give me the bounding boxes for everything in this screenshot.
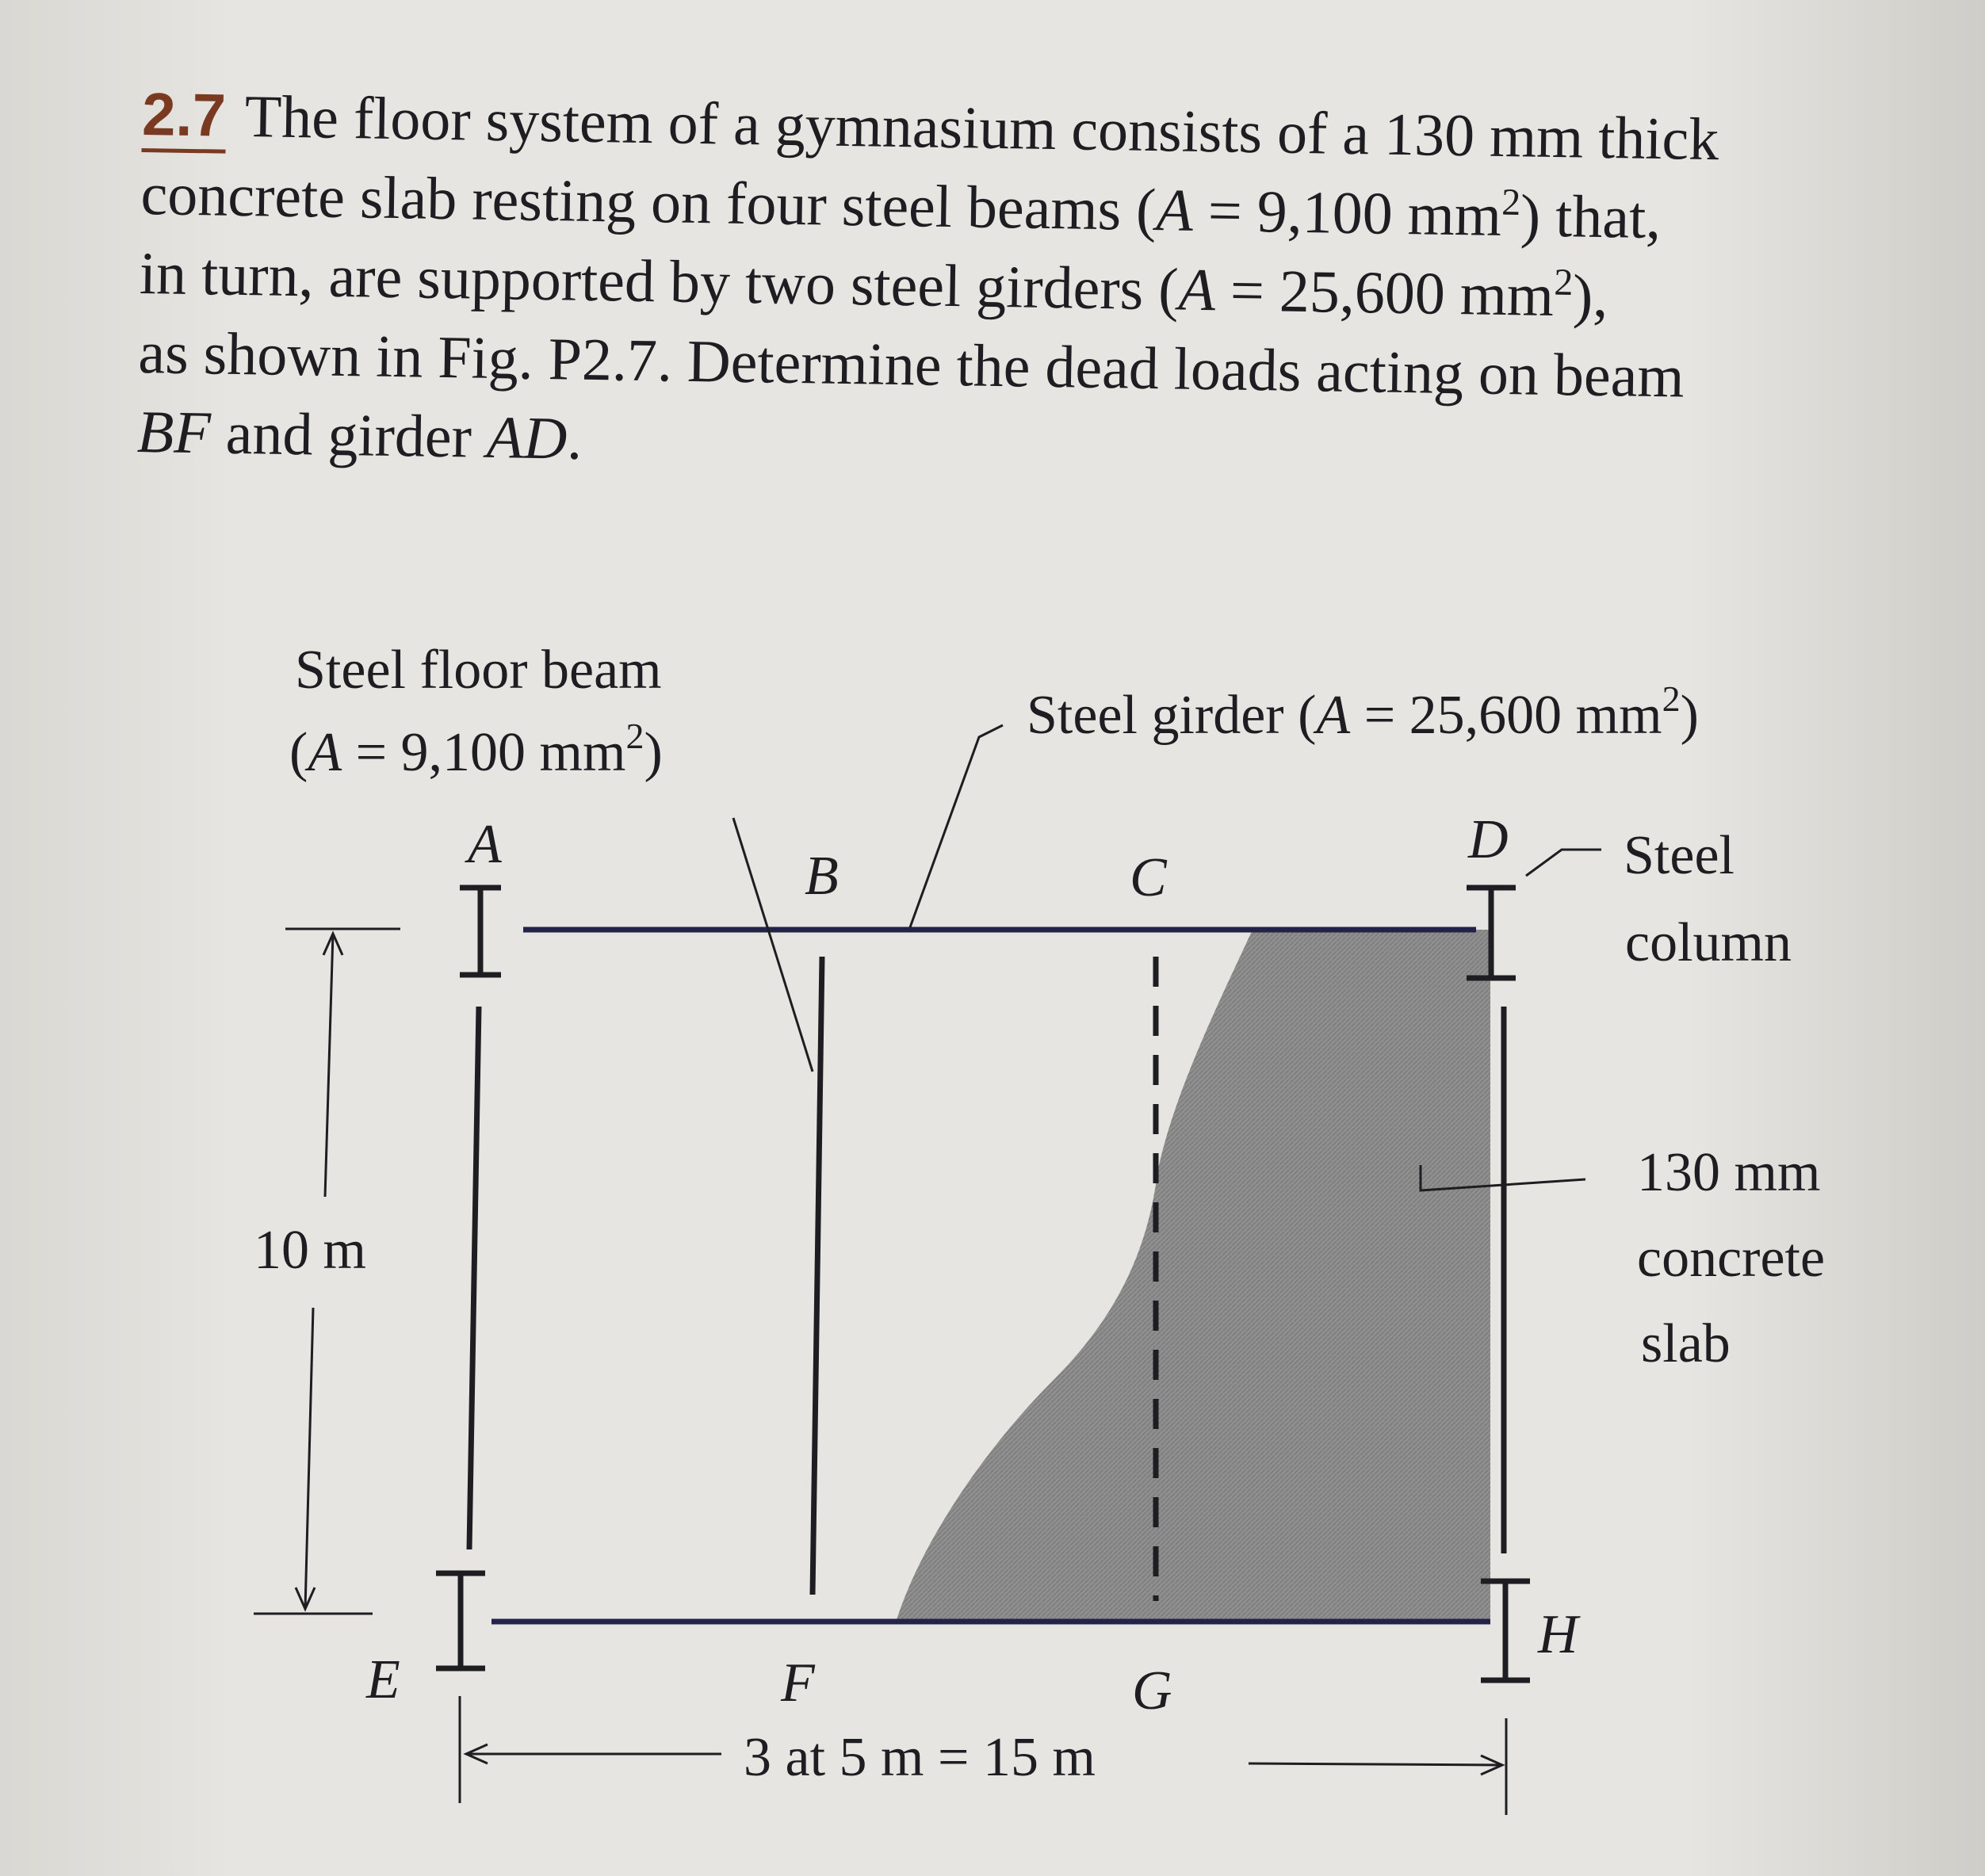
beam-label-line-2: (A = 9,100 $mm^2$) (289, 716, 663, 783)
point-label-E: E (366, 1649, 400, 1710)
slab-label-line-2: concrete (1637, 1228, 1826, 1289)
beam-label-leader (733, 818, 813, 1072)
column-label-line-1: Steel (1624, 825, 1734, 886)
problem-line-5: BF and girder AD. (136, 398, 583, 472)
concrete-slab-cutaway (896, 930, 1490, 1622)
problem-line-1: 2.7 The floor system of a gymnasium consists of a 130 mm thick (141, 80, 1719, 174)
point-label-F: F (781, 1652, 815, 1714)
girder-label-leader (910, 725, 1003, 927)
column-E (436, 1573, 485, 1668)
girder-label: Steel girder (A = 25,600 $mm^2$) (1027, 678, 1699, 746)
point-label-H: H (1538, 1604, 1578, 1665)
point-label-C: C (1130, 847, 1167, 908)
beam-label-line-1: Steel floor beam (295, 640, 662, 701)
beam-AE (469, 1007, 479, 1549)
dimension-vertical-label: 10 m (254, 1220, 366, 1281)
problem-line-2: concrete slab resting on four steel beams (A = 9,100 $mm^2$) that, (140, 160, 1662, 252)
point-label-G: G (1132, 1660, 1172, 1721)
point-label-A: A (468, 814, 502, 875)
column-label-line-2: column (1625, 912, 1792, 973)
problem-line-4: as shown in Fig. P2.7. Determine the dead loads acting on beam (137, 319, 1685, 411)
dimension-horizontal-label: 3 at 5 m = 15 m (744, 1727, 1096, 1788)
column-A (460, 888, 501, 975)
beam-BF (813, 957, 822, 1595)
problem-number: 2.7 (141, 81, 226, 154)
point-label-B: B (805, 846, 839, 907)
slab-label-line-1: 130 mm (1637, 1142, 1821, 1203)
problem-line-3: in turn, are supported by two steel girders (A = 25,600 $mm^2$), (139, 239, 1609, 330)
column-label-leader (1526, 850, 1601, 876)
point-label-D: D (1468, 809, 1509, 870)
slab-label-line-3: slab (1641, 1313, 1731, 1374)
